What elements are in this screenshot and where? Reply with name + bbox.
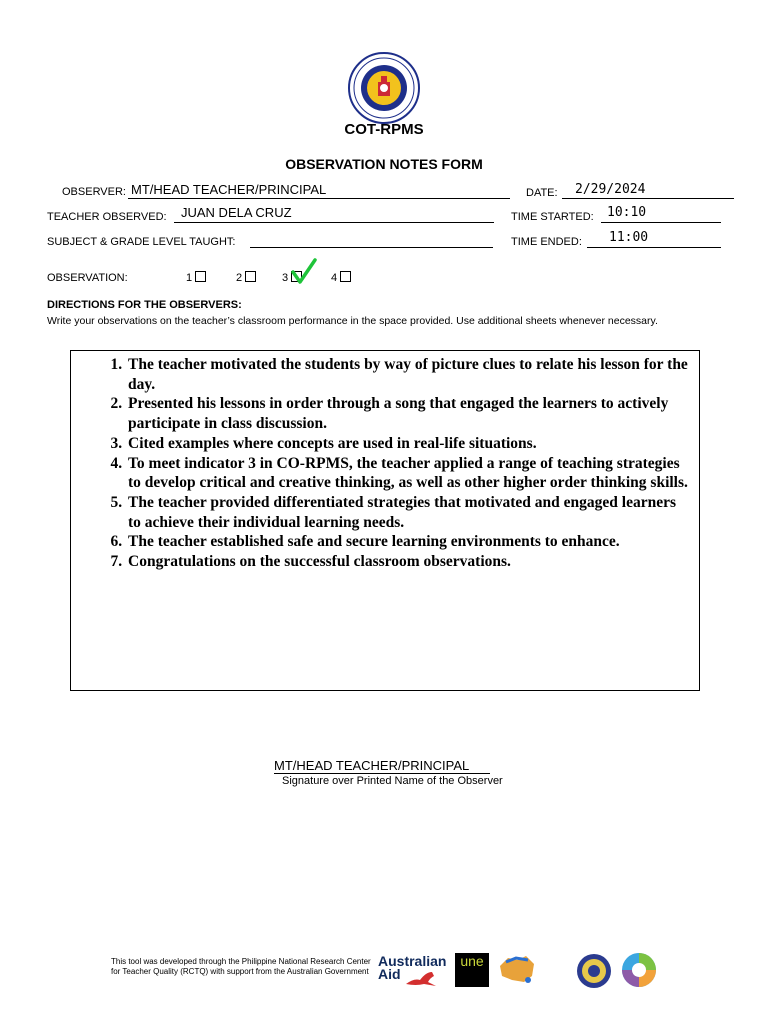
seameo-logo-icon	[496, 952, 538, 986]
subject-line	[250, 247, 493, 248]
observer-label: OBSERVER:	[62, 186, 126, 198]
note-item: 4. To meet indicator 3 in CO-RPMS, the teacher applied a range of teaching strategies to develop critical and creative thinking, as well as other higher order thinking skills.	[126, 454, 691, 493]
directions-text: Write your observations on the teacher’s classroom performance in the space provided. Use additional sheets whenever necessary.	[47, 315, 658, 327]
time-started-line	[601, 222, 721, 223]
une-logo	[455, 953, 489, 987]
observation-option-1[interactable]	[186, 271, 206, 284]
observation-option-4-label: 4	[331, 272, 338, 284]
checkbox-1[interactable]	[195, 271, 206, 282]
signature-line	[274, 773, 490, 774]
date-label: DATE:	[526, 187, 558, 199]
date-line	[562, 198, 734, 199]
deped-seal-icon	[348, 52, 420, 124]
signature-caption: Signature over Printed Name of the Observer	[282, 775, 503, 787]
rctq-logo-icon	[620, 951, 658, 989]
check-mark-icon	[290, 257, 318, 287]
observation-notes-list	[71, 351, 699, 572]
subject-label: SUBJECT & GRADE LEVEL TAUGHT:	[47, 236, 236, 248]
note-item: 7. Congratulations on the successful classroom observations.	[126, 552, 691, 572]
observation-option-1-label: 1	[186, 272, 193, 284]
time-ended-line	[587, 247, 721, 248]
note-item: 3. Cited examples where concepts are used in real-life situations.	[126, 434, 691, 454]
observation-option-4[interactable]	[331, 271, 351, 284]
australian-aid-logo-line2: Aid	[378, 966, 401, 982]
checkbox-4[interactable]	[340, 271, 351, 282]
time-ended-value: 11:00	[609, 230, 649, 245]
observation-option-2[interactable]	[236, 271, 256, 284]
partner-seal-icon	[576, 953, 612, 989]
note-item: 1. The teacher motivated the students by way of picture clues to relate his lesson for the day.	[126, 355, 691, 394]
observation-option-2-label: 2	[236, 272, 243, 284]
observation-option-3-label: 3	[282, 272, 289, 284]
time-ended-label: TIME ENDED:	[511, 236, 582, 248]
form-title: COT-RPMS	[344, 121, 424, 138]
checkbox-2[interactable]	[245, 271, 256, 282]
signature-name: MT/HEAD TEACHER/PRINCIPAL	[274, 758, 470, 773]
observation-label: OBSERVATION:	[47, 272, 128, 284]
teacher-label: TEACHER OBSERVED:	[47, 211, 167, 223]
footer-credit-text: This tool was developed through the Philippine National Research Center for Teacher Quality (RCTQ) with support from the Australian Government	[111, 957, 371, 976]
time-started-label: TIME STARTED:	[511, 211, 594, 223]
date-value: 2/29/2024	[575, 182, 646, 197]
time-started-value: 10:10	[607, 205, 647, 220]
note-item: 2. Presented his lessons in order through a song that engaged the learners to actively participate in class discussion.	[126, 394, 691, 433]
note-item: 6. The teacher established safe and secure learning environments to enhance.	[126, 532, 691, 552]
observer-line	[128, 198, 510, 199]
teacher-line	[174, 222, 494, 223]
note-item: 5. The teacher provided differentiated strategies that motivated and engaged learners to achieve their individual learning needs.	[126, 493, 691, 532]
directions-heading: DIRECTIONS FOR THE OBSERVERS:	[47, 299, 242, 311]
observer-value: MT/HEAD TEACHER/PRINCIPAL	[131, 182, 327, 197]
une-logo-text: une	[460, 953, 484, 969]
teacher-value: JUAN DELA CRUZ	[181, 205, 292, 220]
kangaroo-icon	[404, 968, 438, 988]
observation-notes-box[interactable]	[70, 350, 700, 691]
form-subtitle: OBSERVATION NOTES FORM	[285, 156, 483, 172]
australian-aid-logo-line1: Australian	[378, 953, 447, 969]
